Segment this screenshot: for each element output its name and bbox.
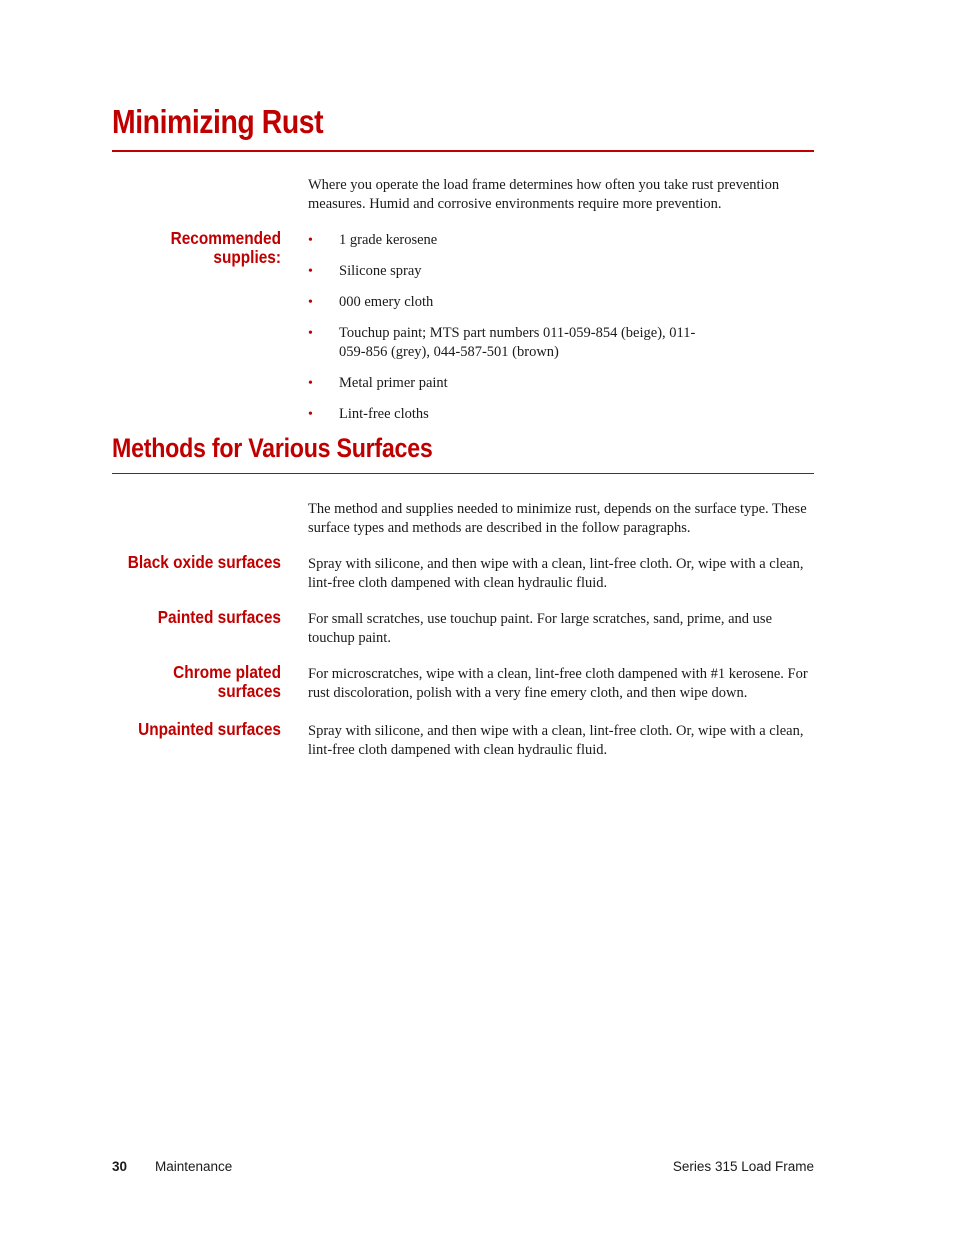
list-item: • Silicone spray: [308, 263, 422, 279]
surface-label-chrome: Chrome plated surfaces: [173, 662, 281, 701]
surface-label-painted: Painted surfaces: [157, 607, 281, 627]
intro-paragraph: Where you operate the load frame determines how often you take rust prevention measures. Humid and corrosive environments require more prevention.: [308, 177, 780, 212]
bullet-icon: •: [308, 233, 313, 248]
surface-text-black-oxide: Spray with silicone, and then wipe with a clean, lint-free cloth. Or, wipe with a clean, lint-free cloth dampened with clean hydraulic fluid.: [308, 556, 804, 591]
supplies-label: Recommended supplies:: [170, 228, 281, 267]
list-item: • Metal primer paint: [308, 375, 448, 391]
page-title: Minimizing Rust: [112, 103, 324, 140]
list-item: • Lint-free cloths: [308, 406, 429, 422]
bullet-icon: •: [308, 407, 313, 422]
section-rule: [112, 473, 814, 474]
bullet-icon: •: [308, 376, 313, 391]
surface-label-black-oxide: Black oxide surfaces: [127, 552, 281, 572]
list-item: • 1 grade kerosene: [308, 232, 438, 248]
surface-text-chrome: For microscratches, wipe with a clean, lint-free cloth dampened with #1 kerosene. For rust discoloration, polish with a very fine emery cloth, and then wipe down.: [308, 666, 808, 701]
bullet-icon: •: [308, 326, 313, 341]
surface-text-painted: For small scratches, use touchup paint. For large scratches, sand, prime, and use touchup paint.: [308, 611, 773, 646]
footer-section: Maintenance: [155, 1159, 233, 1174]
bullet-icon: •: [308, 295, 313, 310]
title-rule: [112, 150, 814, 152]
section-heading: Methods for Various Surfaces: [112, 433, 433, 463]
bullet-icon: •: [308, 264, 313, 279]
footer-doc-title: Series 315 Load Frame: [672, 1159, 814, 1174]
page-number: 30: [112, 1159, 128, 1174]
surface-label-unpainted: Unpainted surfaces: [138, 719, 281, 739]
list-item: • 000 emery cloth: [308, 294, 434, 310]
surface-text-unpainted: Spray with silicone, and then wipe with a clean, lint-free cloth. Or, wipe with a clean, lint-free cloth dampened with clean hydraulic fluid.: [308, 723, 804, 758]
list-item: • Touchup paint; MTS part numbers 011-059-854 (beige), 011-059-856 (grey), 044-587-501 (brown): [308, 325, 696, 360]
methods-intro: The method and supplies needed to minimize rust, depends on the surface type. These surface types and methods are described in the follow paragraphs.: [308, 501, 807, 536]
supplies-list: [308, 231, 808, 436]
